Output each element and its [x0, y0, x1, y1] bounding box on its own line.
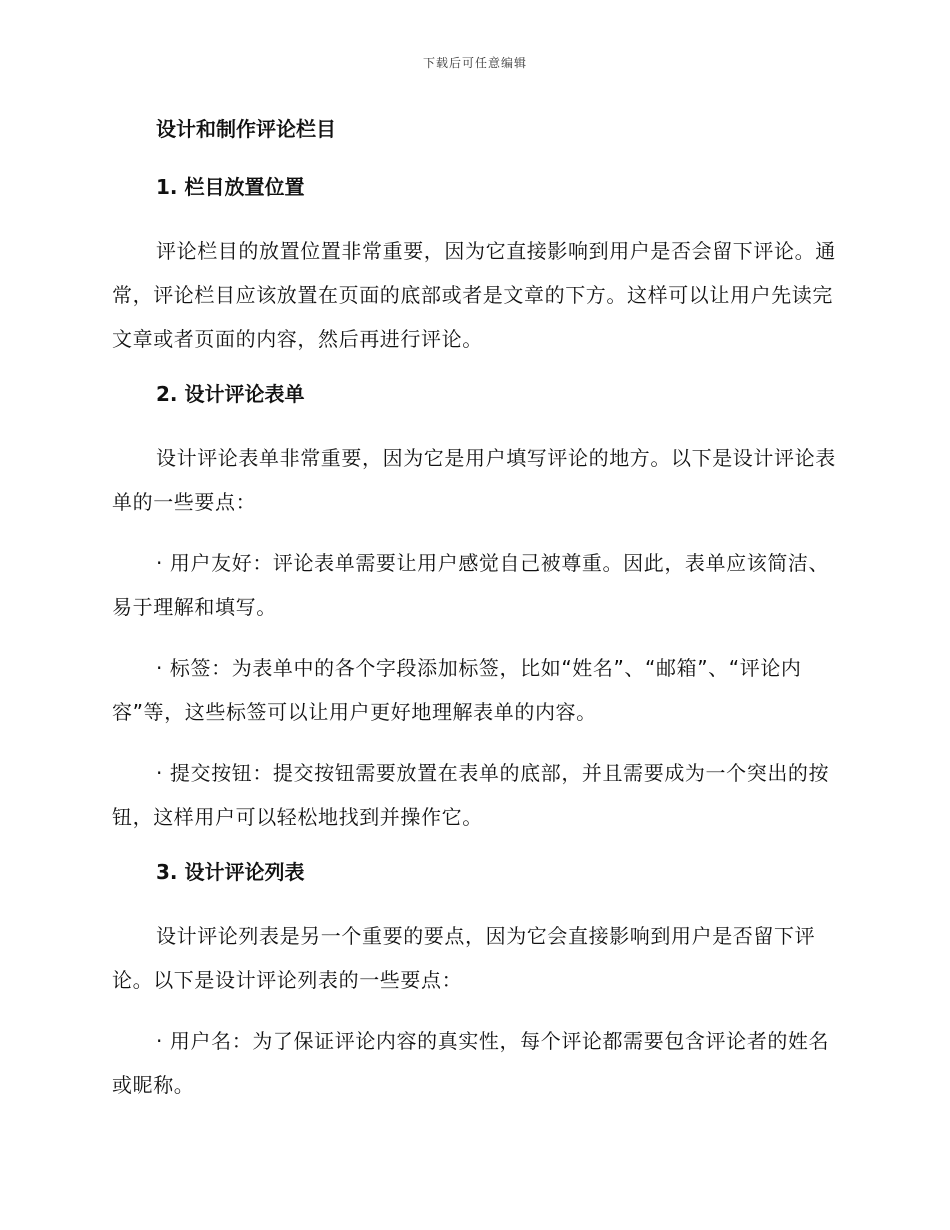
bullet-item: · 提交按钮：提交按钮需要放置在表单的底部，并且需要成为一个突出的按钮，这样用户可以轻松地找到并操作它。 [112, 761, 830, 829]
section-heading-form: 2. 设计评论表单 [156, 382, 305, 406]
paragraph: 评论栏目的放置位置非常重要，因为它直接影响到用户是否会留下评论。通常，评论栏目应该放置在页面的底部或者是文章的下方。这样可以让用户先读完文章或者页面的内容，然后再进行评论。 [112, 239, 836, 351]
paragraph: 设计评论表单非常重要，因为它是用户填写评论的地方。以下是设计评论表单的一些要点： [112, 446, 836, 514]
document-body [112, 113, 838, 1107]
section-heading-placement: 1. 栏目放置位置 [156, 175, 305, 199]
document-title: 设计和制作评论栏目 [156, 117, 336, 141]
bullet-item: · 用户友好：评论表单需要让用户感觉自己被尊重。因此，表单应该简洁、易于理解和填写。 [112, 551, 830, 619]
section-heading-list: 3. 设计评论列表 [156, 860, 305, 884]
bullet-item: · 标签：为表单中的各个字段添加标签，比如“姓名”、“邮箱”、“评论内容”等，这些标签可以让用户更好地理解表单的内容。 [112, 656, 802, 724]
paragraph: 设计评论列表是另一个重要的要点，因为它会直接影响到用户是否留下评论。以下是设计评论列表的一些要点： [112, 924, 816, 992]
page-header: 下载后可任意编辑 [422, 56, 527, 70]
bullet-item: · 用户名：为了保证评论内容的真实性，每个评论都需要包含评论者的姓名或昵称。 [112, 1029, 830, 1097]
